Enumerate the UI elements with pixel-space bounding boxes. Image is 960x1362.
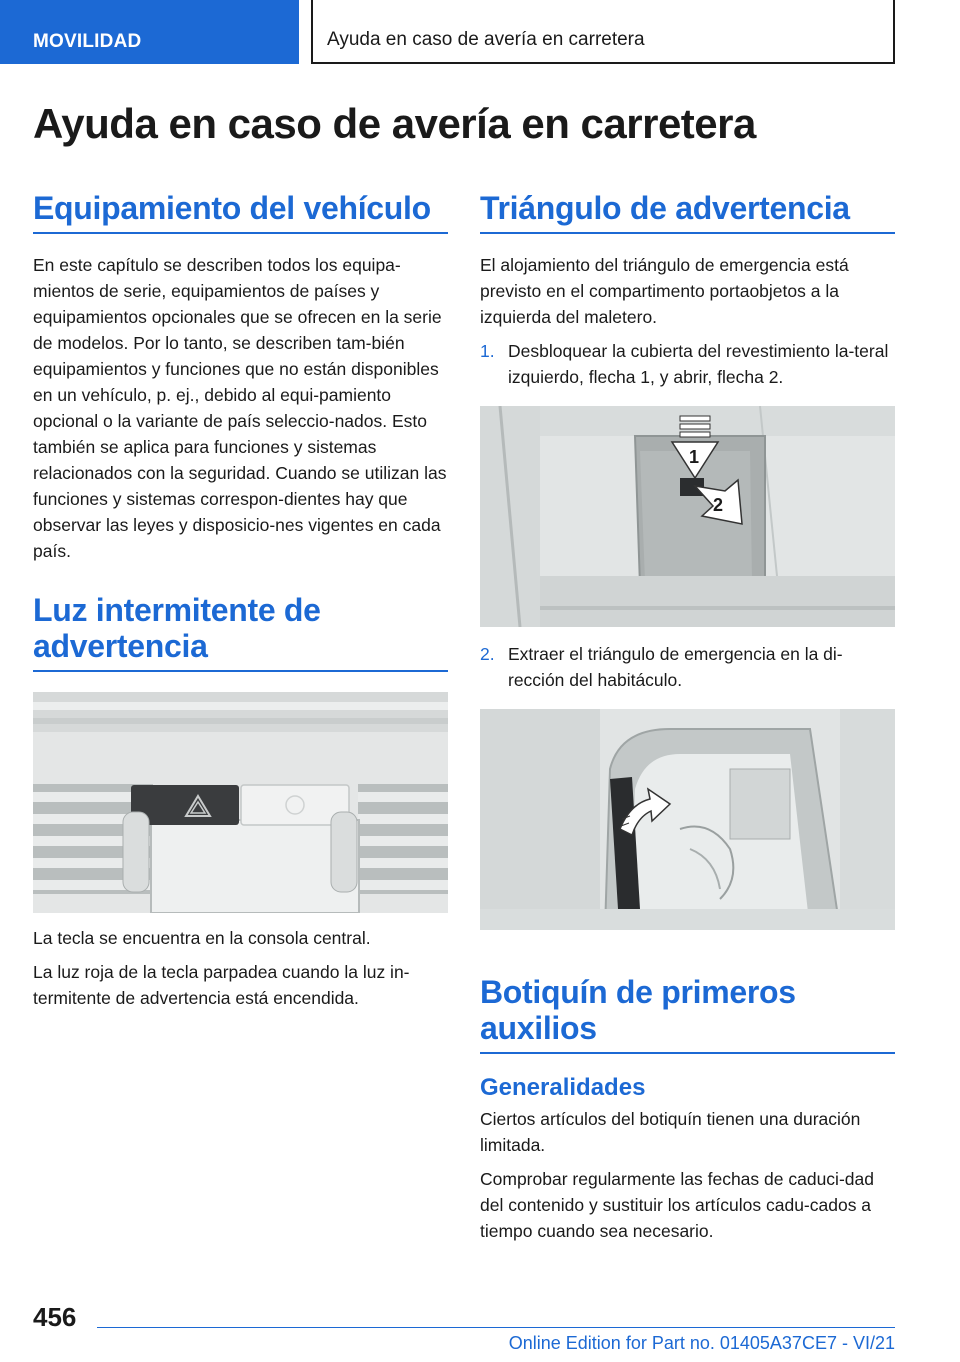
- equipment-text: En este capítulo se describen todos los equipa-mientos de serie, equipamientos de países y equipamientos opcionales que se ofrecen en la serie de modelos. Por lo tanto, se describen tam-bién equipamientos y funciones que no están disponibles en un vehículo, p. ej., debido al equi-pamiento opcional o la variante de país seleccio-nados. Esto también se aplica para funciones y sistemas relacionados con la seguridad. Cuando se utilizan las funciones y sistemas correspon-dientes hay que observar las leyes y disposicio-nes vigentes en cada país.: [33, 255, 447, 561]
- step-text: Extraer el triángulo de emergencia en la di-rección del habitáculo.: [508, 644, 843, 690]
- left-column: [33, 190, 448, 1019]
- right-column: [480, 190, 895, 1252]
- cover-unlock-figure: [480, 406, 895, 627]
- section-firstaid: [480, 974, 895, 1244]
- firstaid-heading: Botiquín de primeros auxilios: [480, 974, 796, 1046]
- cover-unlock-illustration: [480, 406, 895, 627]
- arrow-2-label: 2: [713, 495, 724, 515]
- section-tab: [0, 0, 299, 64]
- hazard-heading-rule: [33, 670, 448, 672]
- hazard-button-illustration: [33, 692, 448, 913]
- section-triangle: [480, 190, 895, 930]
- footer-divider: [97, 1327, 895, 1328]
- firstaid-heading-rule: [480, 1052, 895, 1054]
- step-text: Desbloquear la cubierta del revestimiento la-teral izquierdo, flecha 1, y abrir, flecha 2.: [508, 341, 889, 387]
- chapter-tab: [311, 0, 895, 64]
- chapter-label: Ayuda en caso de avería en carretera: [327, 29, 645, 50]
- firstaid-shelf-life-text: Ciertos artículos del botiquín tienen una duración limitada.: [480, 1109, 861, 1155]
- hazard-button-figure: [33, 692, 448, 913]
- edition-text: Online Edition for Part no. 01405A37CE7 - VI/21: [508, 1333, 895, 1353]
- section-hazard: [33, 592, 448, 1011]
- section-equipment: [33, 190, 448, 564]
- page-number: 456: [33, 1302, 77, 1332]
- step-number: 1.: [480, 341, 495, 361]
- triangle-step-1: [480, 338, 895, 390]
- page-title: Ayuda en caso de avería en carretera: [33, 100, 756, 147]
- equipment-heading: Equipamiento del vehículo: [33, 190, 448, 234]
- triangle-removal-figure: [480, 709, 895, 930]
- section-label: MOVILIDAD: [33, 31, 142, 52]
- firstaid-subheading: Generalidades: [480, 1074, 646, 1101]
- triangle-step-2: [480, 641, 895, 693]
- firstaid-check-text: Comprobar regularmente las fechas de caduci-dad del contenido y sustituir los artículos cadu-cados a tiempo cuando sea necesario.: [480, 1169, 874, 1241]
- triangle-removal-illustration: [480, 709, 895, 930]
- hazard-location-text: La tecla se encuentra en la consola central.: [33, 928, 371, 948]
- hazard-blink-text: La luz roja de la tecla parpadea cuando la luz in-termitente de advertencia está encendida.: [33, 962, 410, 1008]
- arrow-1-label: 1: [689, 447, 700, 467]
- right-vent: [358, 784, 448, 894]
- triangle-intro: El alojamiento del triángulo de emergencia está previsto en el compartimento portaobjetos a la izquierda del maletero.: [480, 255, 849, 327]
- hazard-heading: Luz intermitente de advertencia: [33, 592, 321, 664]
- triangle-heading: Triángulo de advertencia: [480, 190, 895, 234]
- step-number: 2.: [480, 644, 495, 664]
